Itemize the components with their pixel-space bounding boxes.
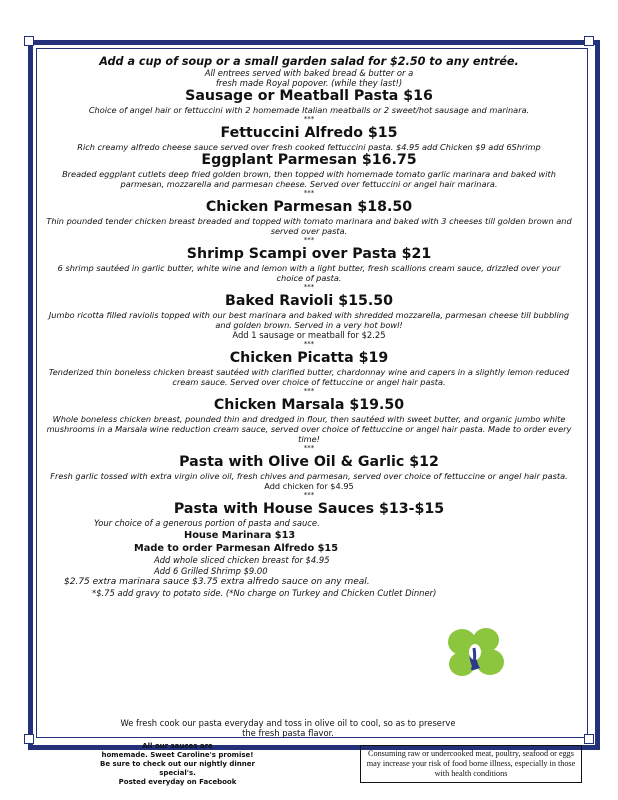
menu-item xyxy=(44,88,574,123)
item-description: Whole boneless chicken breast, pounded thin and dredged in flour, then sautéed with sweet butter, and organic jumbo white mushrooms in a Marsala wine reduction cream sauce, served over choice of fettuccine or angel hair pasta. Made to order every time! xyxy=(46,414,572,444)
house-alfredo: Made to order Parmesan Alfredo $15 xyxy=(134,543,339,554)
menu-item xyxy=(44,152,574,197)
house-sauces-section xyxy=(44,501,574,599)
corner-ornament xyxy=(24,734,34,744)
note-line: homemade. Sweet Caroline's promise! xyxy=(101,751,254,759)
item-addon: Add 1 sausage or meatball for $2.25 xyxy=(232,330,386,340)
item-title: Chicken Picatta $19 xyxy=(229,350,389,366)
corner-ornament xyxy=(24,36,34,46)
separator: *** xyxy=(303,283,315,291)
separator: *** xyxy=(303,340,315,348)
item-title: Fettuccini Alfredo $15 xyxy=(220,125,398,141)
house-gravy: *$.75 add gravy to potato side. (*No charge on Turkey and Chicken Cutlet Dinner) xyxy=(92,588,437,598)
separator: *** xyxy=(303,491,315,499)
house-add-chicken: Add whole sliced chicken breast for $4.95 xyxy=(154,555,330,565)
menu-item xyxy=(44,246,574,291)
menu-item xyxy=(44,350,574,395)
item-description: Rich creamy alfredo cheese sauce served over fresh cooked fettuccini pasta. $4.95 add Chicken $9 add 6Shrimp xyxy=(77,142,541,152)
item-description-text: Fresh garlic tossed with extra virgin olive oil, fresh chives and parmesan, served over choice of fettuccine or angel hair pasta. xyxy=(50,471,568,481)
corner-ornament xyxy=(584,734,594,744)
sauces-promise-note xyxy=(90,742,265,787)
house-extra-sauce: $2.75 extra marinara sauce $3.75 extra alfredo sauce on any meal. xyxy=(64,577,370,587)
note-line: Posted everyday on Facebook xyxy=(118,778,237,786)
note-line: All our sauces are xyxy=(142,742,213,750)
item-description: 6 shrimp sautéed in garlic butter, white wine and lemon with a light butter, fresh scallions cream sauce, drizzled over your choice of pasta. xyxy=(57,263,561,283)
house-add-shrimp: Add 6 Grilled Shrimp $9.00 xyxy=(154,566,268,576)
item-description: Breaded eggplant cutlets deep fried golden brown, then topped with homemade tomato garlic marinara and baked with parmesan, mozzarella and parmesan cheese. Served over fettuccini or angel hair marinara. xyxy=(62,169,556,189)
separator: *** xyxy=(303,115,315,123)
house-intro: Your choice of a generous portion of pasta and sauce. xyxy=(94,518,320,528)
separator: *** xyxy=(303,189,315,197)
item-title: Pasta with House Sauces $13-$15 xyxy=(173,501,445,517)
menu-item xyxy=(44,293,574,348)
item-title: Pasta with Olive Oil & Garlic $12 xyxy=(179,454,439,470)
menu-item xyxy=(44,454,574,499)
item-addon: Add chicken for $4.95 xyxy=(264,481,354,491)
menu-item xyxy=(44,125,574,152)
separator: *** xyxy=(303,444,315,452)
item-title: Shrimp Scampi over Pasta $21 xyxy=(186,246,432,262)
food-safety-warning: Consuming raw or undercooked meat, poultry, seafood or eggs may increase your risk of food borne illness, especially in those with health conditions xyxy=(360,745,582,783)
clover-logo xyxy=(440,622,510,684)
item-title: Chicken Parmesan $18.50 xyxy=(205,199,413,215)
item-description: Jumbo ricotta filled raviolis topped with our best marinara and baked with shredded mozzarella, parmesan cheese till bubbling and golden brown. Served in a very hot bowl! xyxy=(48,310,570,330)
item-title: Eggplant Parmesan $16.75 xyxy=(201,152,417,168)
note-line: Be sure to check out our nightly dinner special's. xyxy=(100,760,255,777)
separator: *** xyxy=(303,236,315,244)
intro-bread: All entrees served with baked bread & butter or a xyxy=(204,68,414,78)
footer-pasta-note: We fresh cook our pasta everyday and toss in olive oil to cool, so as to preserve the fresh pasta flavor. xyxy=(120,718,456,738)
intro-soup-salad: Add a cup of soup or a small garden salad for $2.50 to any entrée. xyxy=(99,55,519,68)
separator: *** xyxy=(303,387,315,395)
item-description xyxy=(44,471,574,491)
menu-item xyxy=(44,397,574,452)
intro-popover: fresh made Royal popover. (while they last!) xyxy=(215,78,403,88)
corner-ornament xyxy=(584,36,594,46)
item-description: Tenderized thin boneless chicken breast sautéed with clarified butter, chardonnay wine and capers in a slightly lemon reduced cream sauce. Served over choice of fettuccine or angel hair pasta. xyxy=(48,367,570,387)
house-marinara: House Marinara $13 xyxy=(184,530,296,541)
item-description: Thin pounded tender chicken breast breaded and topped with tomato marinara and baked with 3 cheeses till golden brown and served over pasta. xyxy=(46,216,572,236)
menu-content xyxy=(44,55,574,599)
item-title: Sausage or Meatball Pasta $16 xyxy=(185,88,433,104)
item-description: Choice of angel hair or fettuccini with 2 homemade Italian meatballs or 2 sweet/hot sausage and marinara. xyxy=(88,105,530,115)
item-title: Baked Ravioli $15.50 xyxy=(225,293,393,309)
menu-item xyxy=(44,199,574,244)
item-title: Chicken Marsala $19.50 xyxy=(213,397,405,413)
